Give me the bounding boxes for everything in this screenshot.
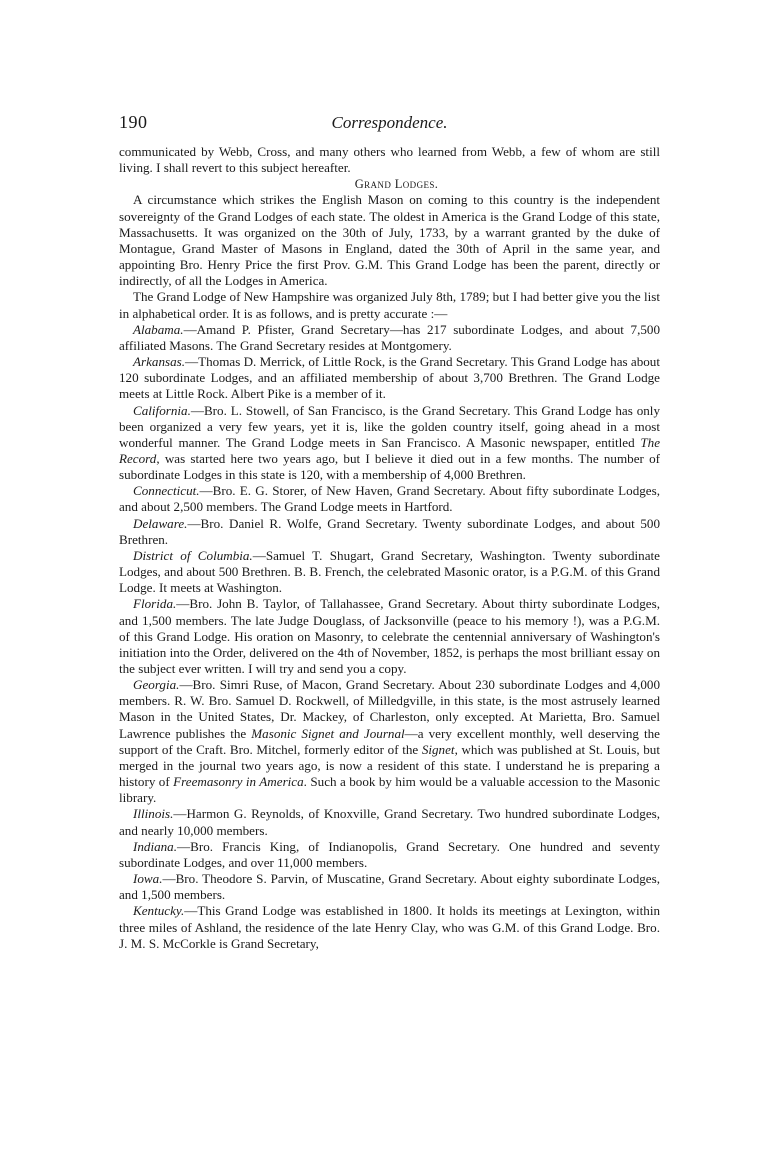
paragraph: A circumstance which strikes the English Mason on coming to this country is the independent sovereignty of the Grand Lodges of each state. The oldest in America is the Grand Lodge of this state, Massachusetts. It was organized on the 30th of July, 1733, by a warrant granted by the duke of Montague, Grand Master of Masons in England, dated the 30th of April in the same year, and appointing Bro. Henry Price the first Prov. G.M. This Grand Lodge has been the parent, directly or indirectly, of all the Lodges in America. xyxy=(119,192,660,289)
entry-text: , which was published at St. Louis, but merged in the journal two years ago, is now a resident of this state. I understand he is preparing a history of xyxy=(119,741,660,790)
publication-title: Freemasonry in America xyxy=(173,774,304,790)
state-name: Kentucky. xyxy=(133,903,185,919)
section-heading: Grand Lodges. xyxy=(354,177,439,192)
entry-iowa xyxy=(119,871,660,903)
entry-illinois xyxy=(119,806,660,838)
body-text xyxy=(119,144,660,952)
state-name: Connecticut. xyxy=(133,483,200,499)
running-title: Correspondence. xyxy=(331,113,448,132)
state-name: District of Columbia. xyxy=(133,547,253,563)
page-number: 190 xyxy=(119,112,148,132)
state-name: Georgia. xyxy=(133,677,180,693)
entry-georgia xyxy=(119,677,660,806)
state-name: Illinois. xyxy=(133,806,174,822)
entry-text: . Such a book by him would be a valuable accession to the Masonic library. xyxy=(119,774,660,806)
page-header xyxy=(119,112,660,144)
entry-text: —Bro. L. Stowell, of San Francisco, is the Grand Secretary. This Grand Lodge has only been organized a very few years, yet it is, like the golden country itself, going ahead in a most wonderful manner. The Grand Lodge meets in San Francisco. A Masonic newspaper, entitled xyxy=(119,402,660,450)
entry-text: , was started here two years ago, but I believe it died out in a few months. The number of subordinate Lodges in this state is 120, with a membership of 4,000 Brethren. xyxy=(119,450,660,483)
entry-district-of-columbia xyxy=(119,548,660,596)
entry-indiana xyxy=(119,839,660,871)
entry-text: —Harmon G. Reynolds, of Knoxville, Grand Secretary. Two hundred subordinate Lodges, and nearly 10,000 members. xyxy=(119,806,660,838)
entry-text: —a very excellent monthly, well deserving the support of the Craft. Bro. Mitchel, formerly editor of the xyxy=(119,725,660,757)
entry-text: —Bro. Simri Ruse, of Macon, Grand Secretary. About 230 subordinate Lodges and 4,000 members. R. W. Bro. Samuel D. Rockwell, of Milledgville, in this state, is the most astrusely learned Mason in the United States, Dr. Mackey, of Charleston, only excepted. At Marietta, Bro. Samuel Lawrence publishes the xyxy=(119,677,660,741)
publication-title: The Record xyxy=(119,434,660,466)
entry-text: —Bro. Daniel R. Wolfe, Grand Secretary. Twenty subordinate Lodges, and about 500 Brethren. xyxy=(119,515,660,547)
entry-alabama xyxy=(119,322,660,354)
paragraph: The Grand Lodge of New Hampshire was organized July 8th, 1789; but I had better give you the list in alphabetical order. It is as follows, and is pretty accurate :— xyxy=(119,289,660,321)
state-name: Delaware. xyxy=(133,515,188,531)
state-name: Arkansas. xyxy=(133,354,186,370)
entry-text: —Bro. E. G. Storer, of New Haven, Grand Secretary. About fifty subordinate Lodges, and about 2,500 members. The Grand Lodge meets in Hartford. xyxy=(119,483,660,515)
intro-paragraph: communicated by Webb, Cross, and many others who learned from Webb, a few of whom are still living. I shall revert to this subject hereafter. xyxy=(119,144,660,176)
entry-california xyxy=(119,403,660,484)
state-name: Iowa. xyxy=(133,871,163,887)
entry-text: —This Grand Lodge was established in 1800. It holds its meetings at Lexington, within three miles of Ashland, the residence of the late Henry Clay, who was G.M. of this Grand Lodge. Bro. J. M. S. McCorkle is Grand Secretary, xyxy=(119,903,660,951)
page xyxy=(119,112,660,952)
publication-title: Masonic Signet and Journal xyxy=(251,725,405,741)
entry-kentucky xyxy=(119,903,660,951)
state-name: Florida. xyxy=(133,596,177,612)
entry-text: —Bro. Theodore S. Parvin, of Muscatine, Grand Secretary. About eighty subordinate Lodges, and 1,500 members. xyxy=(119,871,660,903)
entry-text: —Bro. John B. Taylor, of Tallahassee, Grand Secretary. About thirty subordinate Lodges, and 1,500 members. The late Judge Douglass, of Jacksonville (peace to his memory !), was a P.G.M. of this Grand Lodge. His oration on Masonry, to celebrate the centennial anniversary of Washington's initiation into the Order, delivered on the 4th of November, 1852, is perhaps the most brilliant essay on the subject ever written. I will try and send you a copy. xyxy=(119,596,660,676)
entry-florida xyxy=(119,596,660,677)
entry-text: —Amand P. Pfister, Grand Secretary—has 217 subordinate Lodges, and about 7,500 affiliated Masons. The Grand Secretary resides at Montgomery. xyxy=(119,321,660,353)
entry-text: —Thomas D. Merrick, of Little Rock, is the Grand Secretary. This Grand Lodge has about 120 subordinate Lodges, and an affiliated membership of about 3,700 Brethren. The Grand Lodge meets at Little Rock. Albert Pike is a member of it. xyxy=(119,354,660,402)
state-name: Indiana. xyxy=(133,838,178,854)
entry-text: —Bro. Francis King, of Indianopolis, Grand Secretary. One hundred and seventy subordinate Lodges, and over 11,000 members. xyxy=(119,838,660,870)
publication-title: Signet xyxy=(421,741,455,757)
state-name: Alabama. xyxy=(133,321,184,337)
entry-connecticut xyxy=(119,483,660,515)
state-name: California. xyxy=(133,402,191,418)
entry-delaware xyxy=(119,516,660,548)
entry-text: —Samuel T. Shugart, Grand Secretary, Washington. Twenty subordinate Lodges, and about 500 Brethren. B. B. French, the celebrated Masonic orator, is a P.G.M. of this Grand Lodge. It meets at Washington. xyxy=(119,547,660,596)
entry-arkansas xyxy=(119,354,660,402)
